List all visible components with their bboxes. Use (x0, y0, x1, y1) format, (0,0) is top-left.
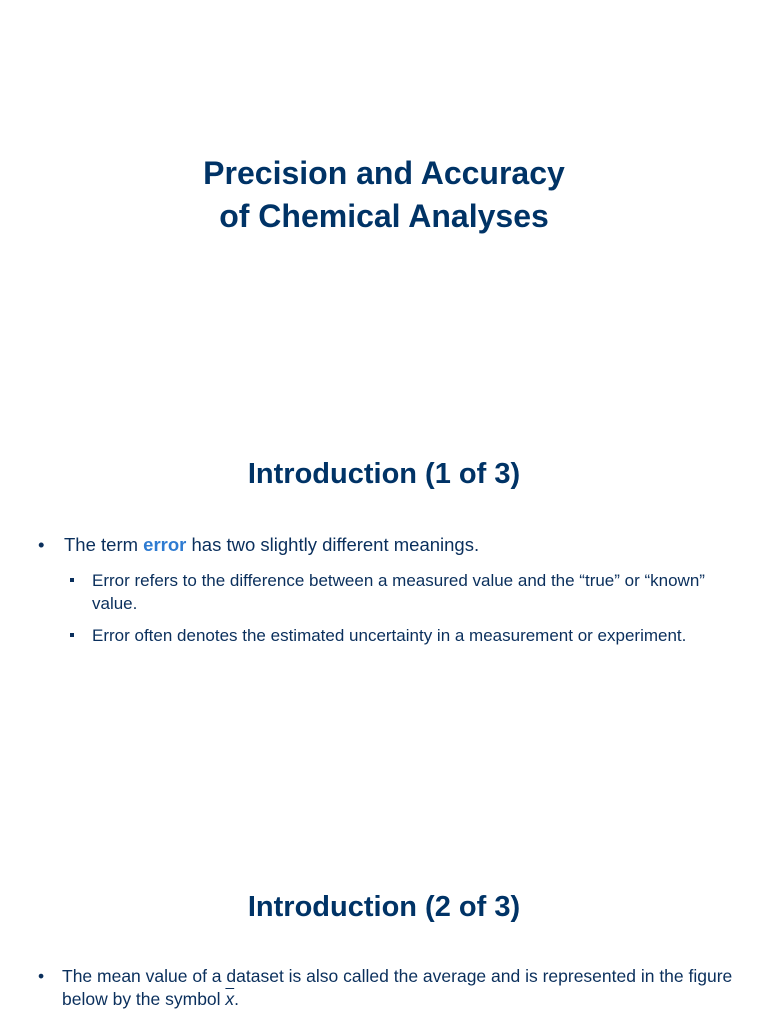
sub-bullet-square (70, 633, 74, 637)
bullet-error-meanings (38, 533, 744, 557)
bullet-dot: • (38, 534, 45, 555)
main-title-line2: of Chemical Analyses (219, 198, 549, 234)
symbol-x-bar: $\overline{x}$ (225, 989, 235, 1009)
keyword-error: error (143, 534, 187, 555)
section-title-intro-1: Introduction (1 of 3) (247, 458, 521, 490)
bullet-mean-value (38, 965, 734, 1011)
bullet-mean-text: The mean value of a dataset is also called the average and is represented in the figure below by the symbol (62, 966, 733, 1009)
bullet-dot: • (38, 966, 45, 986)
sub-bullet-square (70, 578, 74, 582)
section-title-intro-2: Introduction (2 of 3) (247, 891, 521, 923)
bullet-text-prefix: The term (64, 534, 144, 555)
sub-bullet-difference (92, 569, 728, 615)
main-title (0, 152, 768, 238)
sub-bullet-difference-text: Error refers to the difference between a measured value and the “true” or “known” value. (92, 571, 705, 613)
bullet-mean-end: . (234, 989, 240, 1009)
sub-bullet-uncertainty-text: Error often denotes the estimated uncertainty in a measurement or experiment. (92, 626, 687, 645)
bullet-text-suffix: has two slightly different meanings. (186, 534, 480, 555)
sub-bullet-uncertainty (92, 624, 692, 647)
main-title-line1: Precision and Accuracy (203, 155, 565, 191)
